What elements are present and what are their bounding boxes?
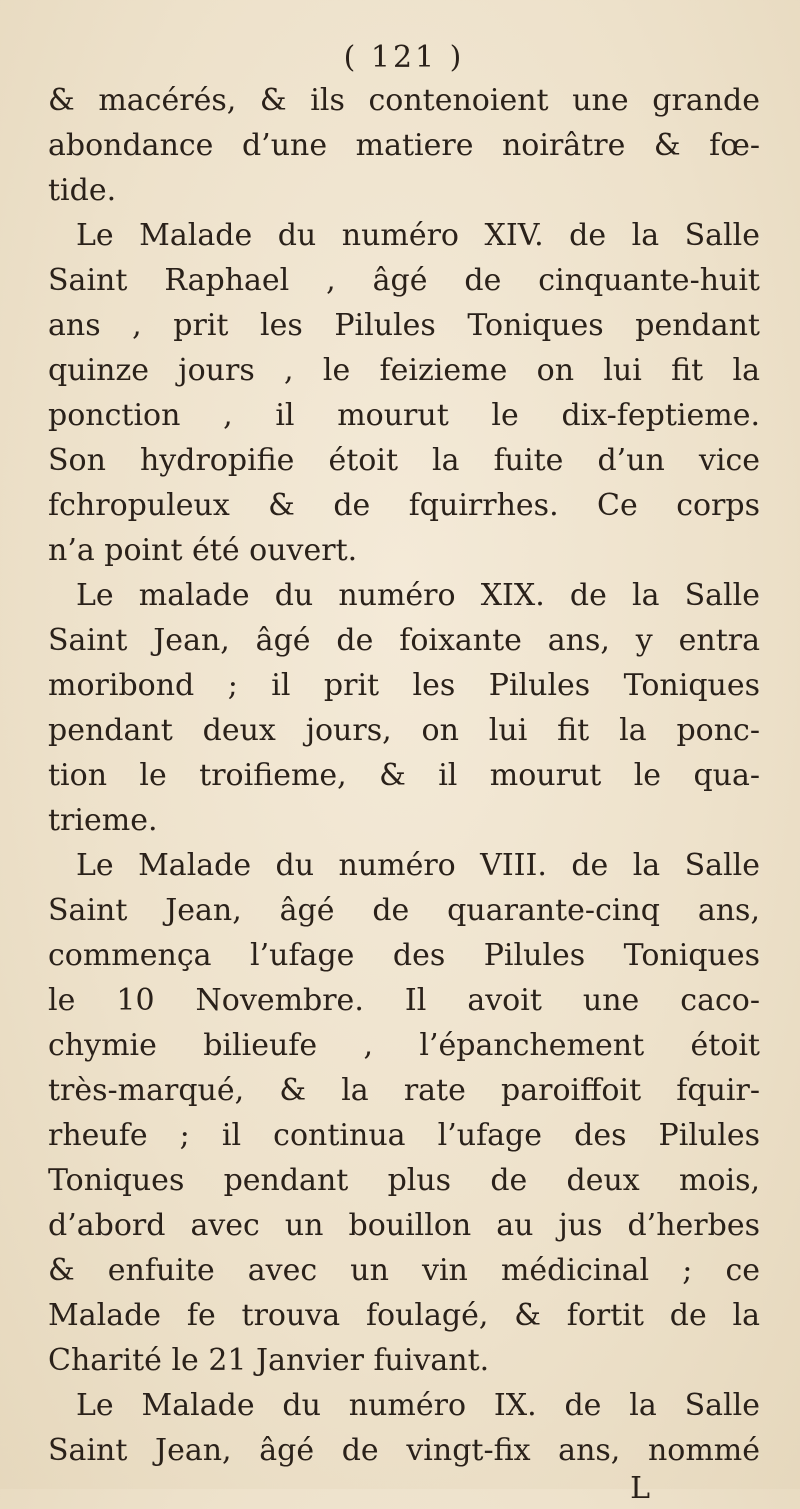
page-number: ( 121 ) <box>343 40 465 75</box>
text-line: ans , prit les Pilules Toniques pendant <box>48 308 760 343</box>
text-line: chymie bilieufe , l’épanchement étoit <box>48 1028 760 1063</box>
signature-mark: L <box>630 1471 650 1506</box>
text-line: Son hydropifie étoit la fuite d’un vice <box>48 443 760 478</box>
text-line: Charité le 21 Janvier fuivant. <box>48 1343 490 1378</box>
text-line: & enfuite avec un vin médicinal ; ce <box>48 1253 760 1288</box>
text-line: Saint Jean, âgé de foixante ans, y entra <box>48 623 760 658</box>
text-line: Saint Jean, âgé de quarante-cinq ans, <box>48 893 760 928</box>
text-line: n’a point été ouvert. <box>48 533 358 568</box>
text-line: d’abord avec un bouillon au jus d’herbes <box>48 1208 760 1243</box>
text-line: commença l’ufage des Pilules Toniques <box>48 938 760 973</box>
text-line: très-marqué, & la rate paroiffoit fquir- <box>48 1073 760 1108</box>
text-line: quinze jours , le feizieme on lui fit la <box>48 353 760 388</box>
text-line: Le Malade du numéro IX. de la Salle <box>76 1388 760 1423</box>
text-line: Malade fe trouva foulagé, & fortit de la <box>48 1298 760 1333</box>
text-line: abondance d’une matiere noirâtre & fœ- <box>48 128 760 163</box>
text-line: le 10 Novembre. Il avoit une caco- <box>48 983 760 1018</box>
text-line: Le Malade du numéro XIV. de la Salle <box>76 218 760 253</box>
text-line: tion le troifieme, & il mourut le qua- <box>48 758 760 793</box>
text-line: trieme. <box>48 803 158 838</box>
text-line: moribond ; il prit les Pilules Toniques <box>48 668 760 703</box>
text-line: fchropuleux & de fquirrhes. Ce corps <box>48 488 760 523</box>
body-text <box>48 78 760 1473</box>
text-line: & macérés, & ils contenoient une grande <box>48 83 760 118</box>
text-line: pendant deux jours, on lui fit la ponc- <box>48 713 760 748</box>
text-line: rheufe ; il continua l’ufage des Pilules <box>48 1118 760 1153</box>
text-line: Saint Jean, âgé de vingt-fix ans, nommé <box>48 1433 760 1468</box>
text-line: Saint Raphael , âgé de cinquante-huit <box>48 263 760 298</box>
text-line: Le Malade du numéro VIII. de la Salle <box>76 848 760 883</box>
text-line: Le malade du numéro XIX. de la Salle <box>76 578 760 613</box>
text-line: tide. <box>48 173 117 208</box>
text-line: Toniques pendant plus de deux mois, <box>48 1163 760 1198</box>
text-line: ponction , il mourut le dix-feptieme. <box>48 398 760 433</box>
